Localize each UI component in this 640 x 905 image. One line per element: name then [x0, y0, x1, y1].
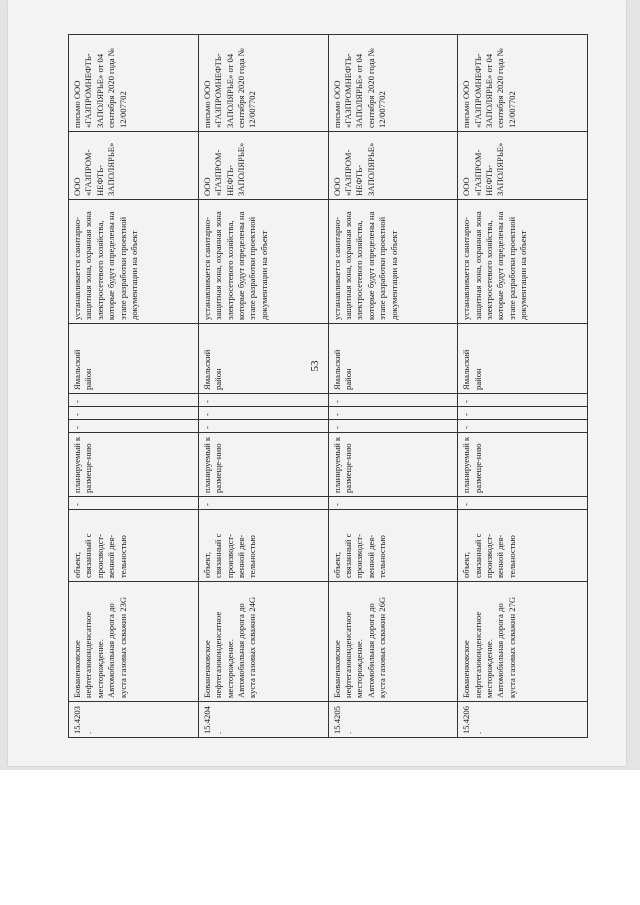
basis-document: письмо ООО «ГАЗПРОМНЕФТЬ-ЗАПОЛЯРЬЕ» от 04 сентября 2020 года № 12/007702 [328, 35, 458, 132]
dash-cell: - [69, 394, 199, 407]
dash-cell: - [458, 394, 588, 407]
dash-cell: - [198, 420, 328, 433]
dash-cell: - [458, 420, 588, 433]
object-name: Бованенковское нефтегазоконденсатное месторождение. Автомобильная дорога до куста газовых скважин 24G [198, 582, 328, 702]
object-area: Ямальский район [328, 324, 458, 394]
basis-document: письмо ООО «ГАЗПРОМНЕФТЬ-ЗАПОЛЯРЬЕ» от 04 сентября 2020 года № 12/007702 [69, 35, 199, 132]
dash-cell: - [198, 497, 328, 510]
object-name: Бованенковское нефтегазоконденсатное месторождение. Автомобильная дорога до куста газовых скважин 27G [458, 582, 588, 702]
object-kind: объект, связанный с производст-венной дея-тельностью [328, 510, 458, 582]
zone-description: устанавливается санитарно-защитная зона, охранная зона электросетевого хозяйства, которые будут определены на этапе разработки проектной документации на объект [458, 200, 588, 324]
page-number: 53 [309, 360, 321, 372]
organization: ООО «ГАЗПРОМ-НЕФТЬ-ЗАПОЛЯРЬЕ» [69, 132, 199, 200]
dash-cell: - [458, 497, 588, 510]
object-kind: объект, связанный с производст-венной дея-тельностью [69, 510, 199, 582]
zone-description: устанавливается санитарно-защитная зона, охранная зона электросетевого хозяйства, которые будут определены на этапе разработки проектной документации на объект [198, 200, 328, 324]
dash-cell: - [69, 407, 199, 420]
table-row [458, 35, 588, 738]
organization: ООО «ГАЗПРОМ-НЕФТЬ-ЗАПОЛЯРЬЕ» [198, 132, 328, 200]
object-area: Ямальский район [69, 324, 199, 394]
row-number: 15.4205. [328, 702, 458, 738]
object-kind: объект, связанный с производст-венной дея-тельностью [198, 510, 328, 582]
row-number: 15.4203. [69, 702, 199, 738]
dash-cell: - [69, 497, 199, 510]
object-area: Ямальский район [198, 324, 328, 394]
organization: ООО «ГАЗПРОМ-НЕФТЬ-ЗАПОЛЯРЬЕ» [328, 132, 458, 200]
rotated-table-container [68, 48, 588, 738]
dash-cell: - [328, 407, 458, 420]
zone-description: устанавливается санитарно-защитная зона, охранная зона электросетевого хозяйства, которые будут определены на этапе разработки проектной документации на объект [69, 200, 199, 324]
table-row [69, 35, 199, 738]
dash-cell: - [69, 420, 199, 433]
object-status: планируемый к размеще-нию [328, 433, 458, 497]
object-kind: объект, связанный с производст-венной дея-тельностью [458, 510, 588, 582]
basis-document: письмо ООО «ГАЗПРОМНЕФТЬ-ЗАПОЛЯРЬЕ» от 04 сентября 2020 года № 12/007702 [458, 35, 588, 132]
object-status: планируемый к размеще-нию [69, 433, 199, 497]
object-area: Ямальский район [458, 324, 588, 394]
object-status: планируемый к размеще-нию [198, 433, 328, 497]
basis-document: письмо ООО «ГАЗПРОМНЕФТЬ-ЗАПОЛЯРЬЕ» от 04 сентября 2020 года № 12/007702 [198, 35, 328, 132]
dash-cell: - [198, 407, 328, 420]
organization: ООО «ГАЗПРОМ-НЕФТЬ-ЗАПОЛЯРЬЕ» [458, 132, 588, 200]
dash-cell: - [198, 394, 328, 407]
object-name: Бованенковское нефтегазоконденсатное месторождение. Автомобильная дорога до куста газовых скважин 23G [69, 582, 199, 702]
object-name: Бованенковское нефтегазоконденсатное месторождение. Автомобильная дорога до куста газовых скважин 26G [328, 582, 458, 702]
row-number: 15.4204. [198, 702, 328, 738]
row-number: 15.4206. [458, 702, 588, 738]
object-status: планируемый к размеще-нию [458, 433, 588, 497]
dash-cell: - [328, 420, 458, 433]
table-row [328, 35, 458, 738]
zone-description: устанавливается санитарно-защитная зона, охранная зона электросетевого хозяйства, которые будут определены на этапе разработки проектной документации на объект [328, 200, 458, 324]
document-sheet [8, 0, 626, 766]
dash-cell: - [328, 497, 458, 510]
objects-table [68, 34, 588, 738]
table-row [198, 35, 328, 738]
dash-cell: - [458, 407, 588, 420]
dash-cell: - [328, 394, 458, 407]
